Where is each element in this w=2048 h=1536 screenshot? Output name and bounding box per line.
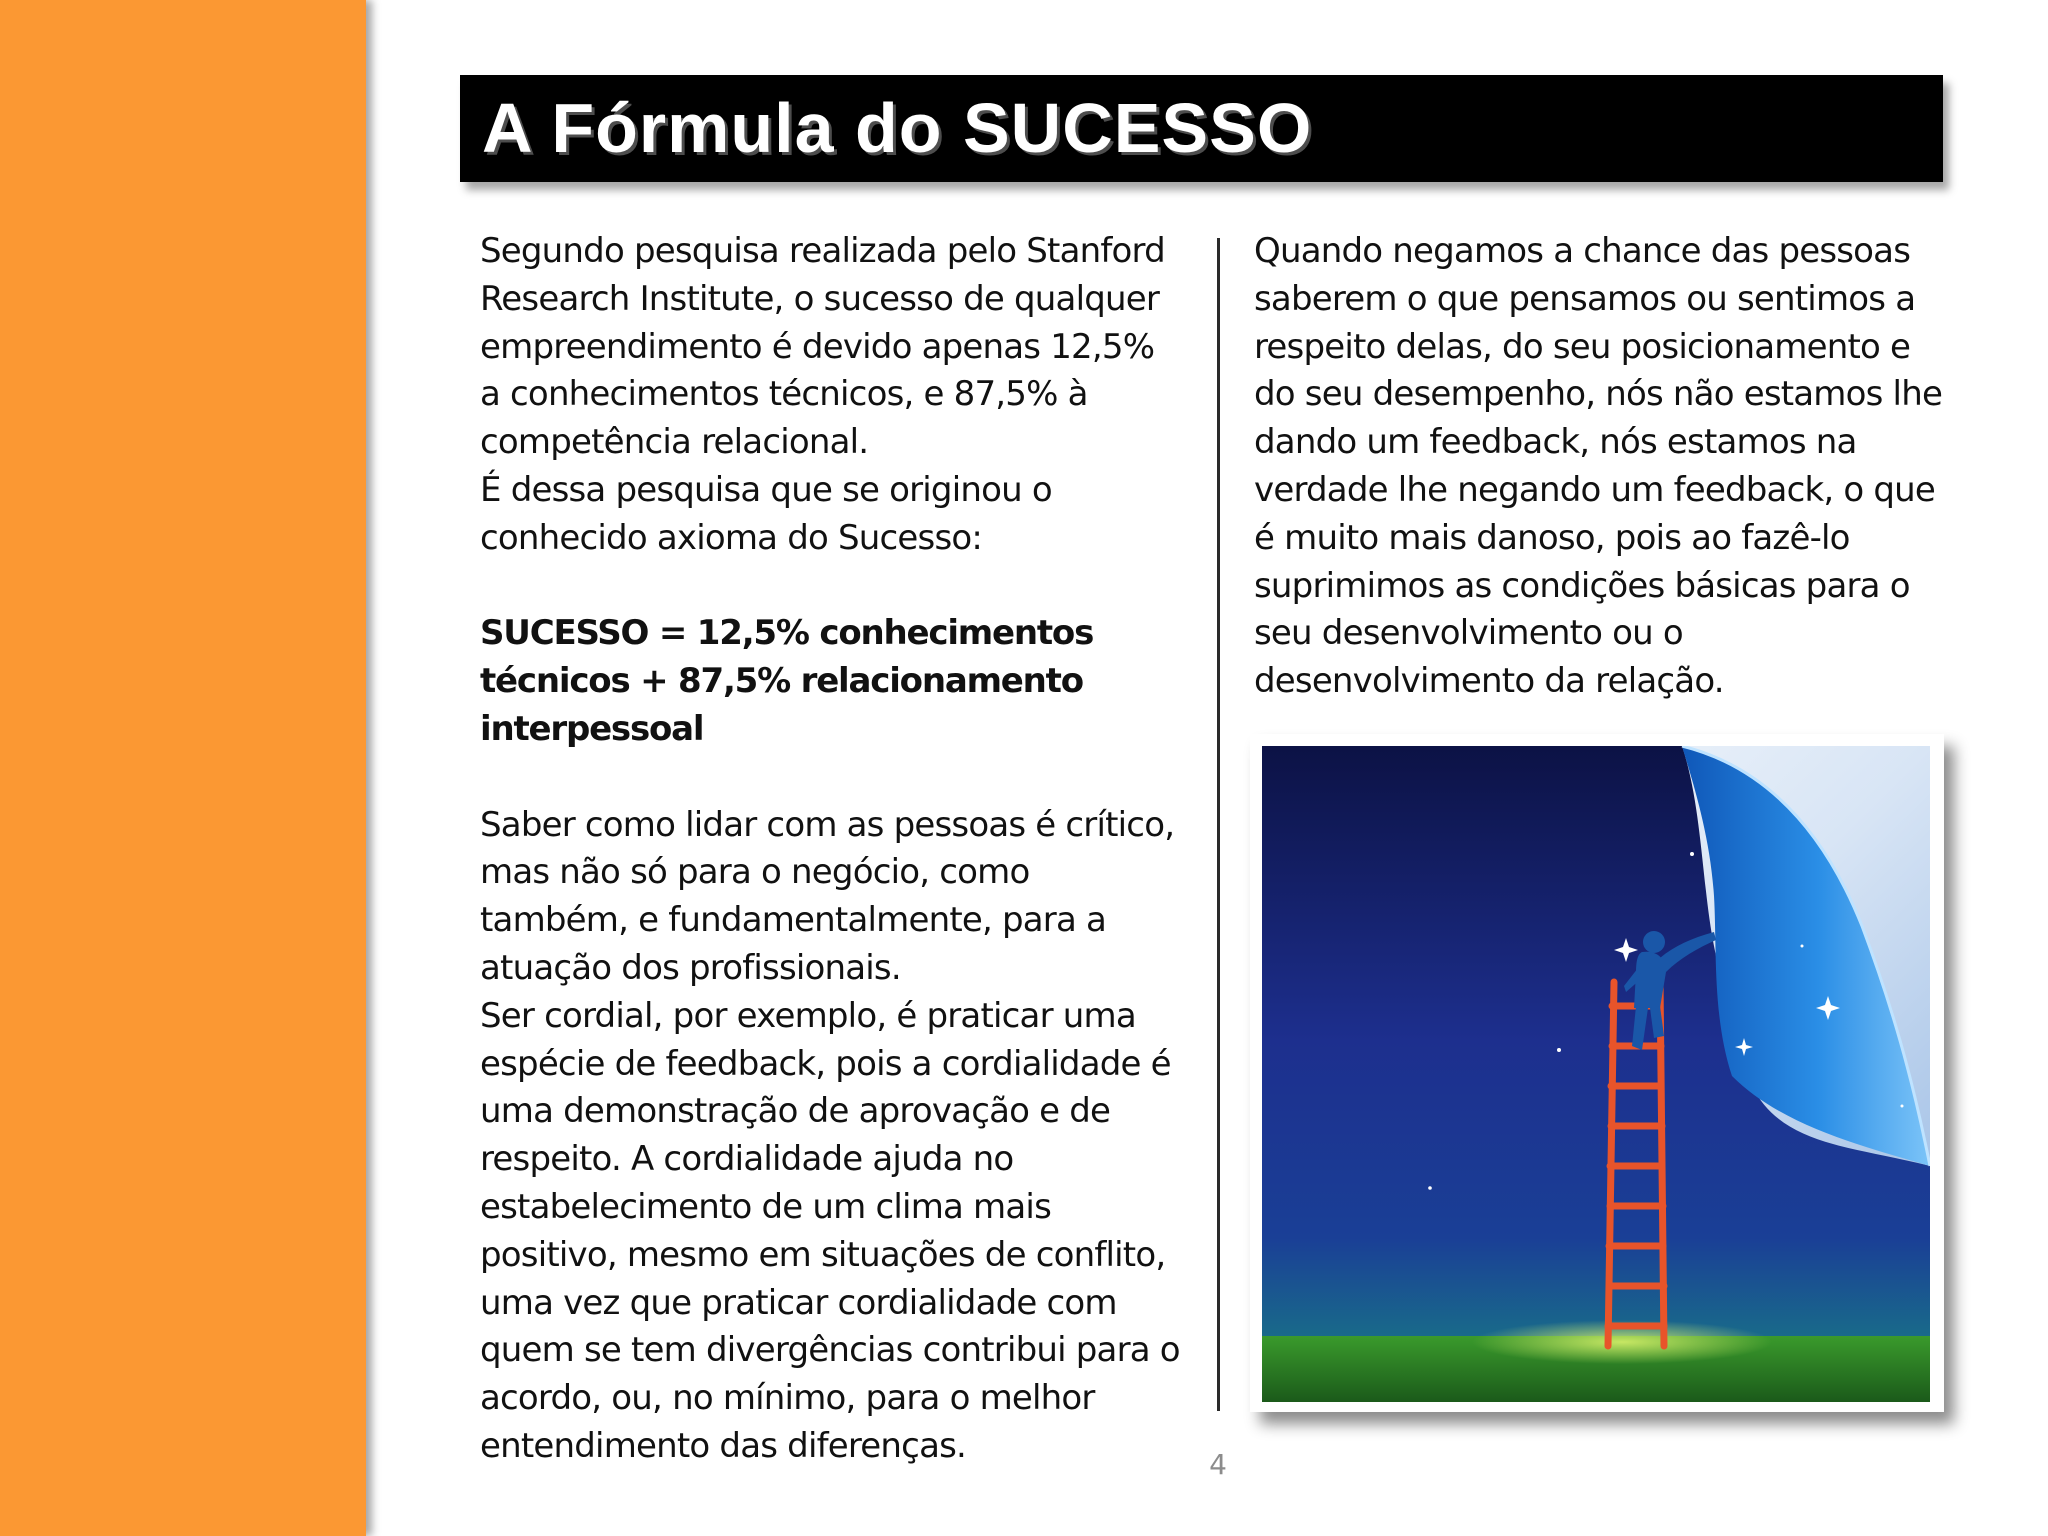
man-on-ladder-peeling-night-sky-illustration (1262, 746, 1930, 1402)
success-formula: SUCESSO = 12,5% conhecimentos técnicos + 87,5% relacionamento interpessoal (480, 613, 1094, 749)
illustration-frame (1250, 734, 1944, 1412)
page-number: 4 (1209, 1448, 1227, 1481)
left-paragraph-4: Ser cordial, por exemplo, é praticar uma espécie de feedback, pois a cordialidade é uma demonstração de aprovação e de respeito. A cordialidade ajuda no estabelecimento de um clima mais positivo, mesmo em situações de conflito, uma vez que praticar cordialidade com quem se tem divergências contribui para o acordo, ou, no mínimo, para o melhor entendimento das diferenças. (480, 995, 1180, 1466)
right-text-column (1254, 228, 1944, 706)
column-divider (1217, 238, 1220, 1411)
left-paragraph-3: Saber como lidar com as pessoas é crítico, mas não só para o negócio, como também, e fundamentalmente, para a atuação dos profissionais. (480, 804, 1175, 988)
slide-title: A Fórmula do SUCESSO (482, 89, 1313, 167)
left-paragraph-2: É dessa pesquisa que se originou o conhecido axioma do Sucesso: (480, 469, 1052, 558)
orange-side-band (0, 0, 366, 1536)
left-text-column (480, 228, 1180, 1471)
paragraph-gap (480, 563, 1180, 611)
title-bar (460, 75, 1943, 182)
right-paragraph-1: Quando negamos a chance das pessoas saberem o que pensamos ou sentimos a respeito delas, do seu posicionamento e do seu desempenho, nós não estamos lhe dando um feedback, nós estamos na verdade lhe negando um feedback, o que é muito mais danoso, pois ao fazê-lo suprimimos as condições básicas para o seu desenvolvimento ou o desenvolvimento da relação. (1254, 231, 1943, 702)
left-paragraph-1: Segundo pesquisa realizada pelo Stanford Research Institute, o sucesso de qualquer empreendimento é devido apenas 12,5% a conhecimentos técnicos, e 87,5% à competência relacional. (480, 231, 1165, 463)
paragraph-gap (480, 754, 1180, 802)
